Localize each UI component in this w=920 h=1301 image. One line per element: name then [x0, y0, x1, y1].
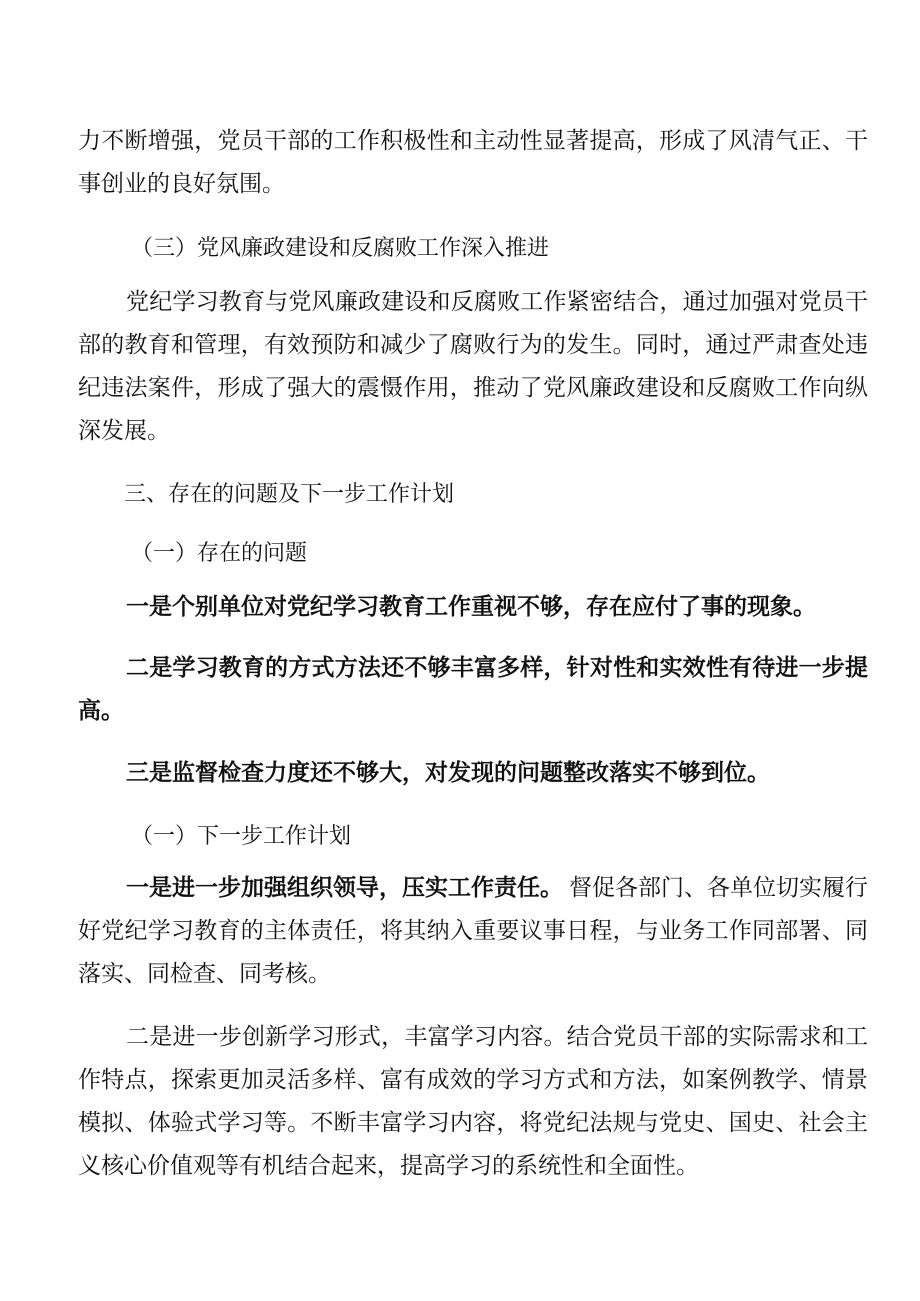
problem-item: 一是个别单位对党纪学习教育工作重视不够，存在应付了事的现象。 — [126, 593, 816, 620]
paragraph-line: 义核心价值观等有机结合起来，提高学习的系统性和全面性。 — [78, 1153, 699, 1179]
paragraph-line: 事创业的良好氛围。 — [78, 171, 285, 197]
subsection-heading: （一）存在的问题 — [131, 541, 308, 566]
paragraph-line: 纪违法案件，形成了强大的震慑作用，推动了党风廉政建设和反腐败工作向纵 — [78, 375, 868, 401]
plan-lead: 一是进一步加强组织领导，压实工作责任。 — [126, 874, 563, 901]
paragraph-line: 作特点，探索更加灵活多样、富有成效的学习方式和方法，如案例教学、情景 — [78, 1067, 868, 1093]
paragraph-line: 深发展。 — [78, 418, 170, 444]
paragraph-line: 部的教育和管理，有效预防和减少了腐败行为的发生。同时，通过严肃查处违 — [78, 332, 868, 358]
subsection-heading: （三）党风廉政建设和反腐败工作深入推进 — [131, 236, 550, 261]
problem-item: 高。 — [78, 697, 124, 724]
paragraph-line: 二是进一步创新学习形式，丰富学习内容。结合党员干部的实际需求和工 — [126, 1024, 868, 1050]
problem-item: 三是监督检查力度还不够大，对发现的问题整改落实不够到位。 — [126, 759, 770, 786]
subsection-heading: （一）下一步工作计划 — [131, 824, 352, 849]
problem-item: 二是学习教育的方式方法还不够丰富多样，针对性和实效性有待进一步提 — [126, 654, 868, 681]
plan-item — [126, 867, 868, 909]
paragraph-line: 落实、同检查、同考核。 — [78, 961, 331, 987]
section-heading: 三、存在的问题及下一步工作计划 — [124, 482, 455, 507]
paragraph-line: 力不断增强，党员干部的工作积极性和主动性显著提高，形成了风清气正、干 — [78, 128, 868, 154]
paragraph-line: 好党纪学习教育的主体责任，将其纳入重要议事日程，与业务工作同部署、同 — [78, 918, 868, 944]
paragraph-line: 党纪学习教育与党风廉政建设和反腐败工作紧密结合，通过加强对党员干 — [126, 289, 868, 315]
paragraph-line: 模拟、体验式学习等。不断丰富学习内容，将党纪法规与党史、国史、社会主 — [78, 1110, 868, 1136]
plan-text: 督促各部门、各单位切实履行 — [569, 875, 868, 901]
